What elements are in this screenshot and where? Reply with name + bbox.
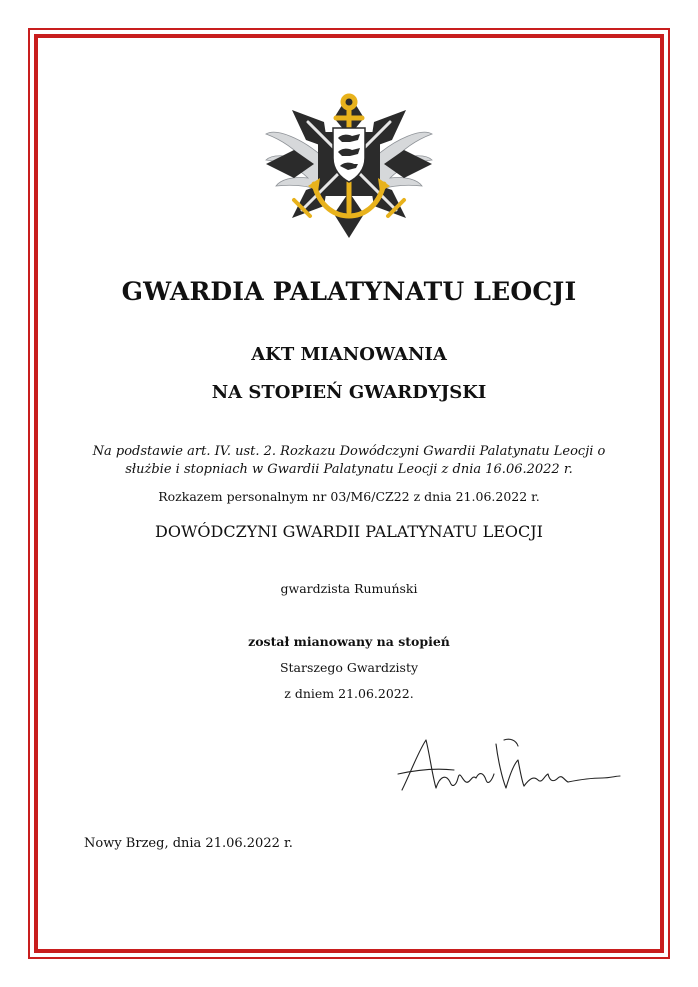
issuer-title: DOWÓDCZYNI GWARDII PALATYNATU LEOCJI <box>155 522 543 541</box>
signature-image <box>392 730 624 802</box>
appointee-name: gwardzista Rumuński <box>280 581 418 596</box>
rank-name: Starszego Gwardzisty <box>279 660 419 675</box>
document-title-line-2: NA STOPIEŃ GWARDYJSKI <box>211 382 487 403</box>
guard-emblem-icon <box>262 88 436 240</box>
order-reference: Rozkazem personalnym nr 03/M6/CZ22 z dnia 21.06.2022 r. <box>158 489 540 504</box>
promotion-statement: został mianowany na stopień <box>248 634 450 649</box>
document-title-line-1: AKT MIANOWANIA <box>251 344 447 365</box>
organization-title: GWARDIA PALATYNATU LEOCJI <box>121 277 577 306</box>
legal-basis-text: Na podstawie art. IV. ust. 2. Rozkazu Dowódczyni Gwardii Palatynatu Leocji o służbie i stopniach w Gwardii Palatynatu Leocji z dnia 16.06.2022 r. <box>92 444 606 477</box>
effective-date: z dniem 21.06.2022. <box>284 686 414 701</box>
place-and-date: Nowy Brzeg, dnia 21.06.2022 r. <box>84 836 293 851</box>
